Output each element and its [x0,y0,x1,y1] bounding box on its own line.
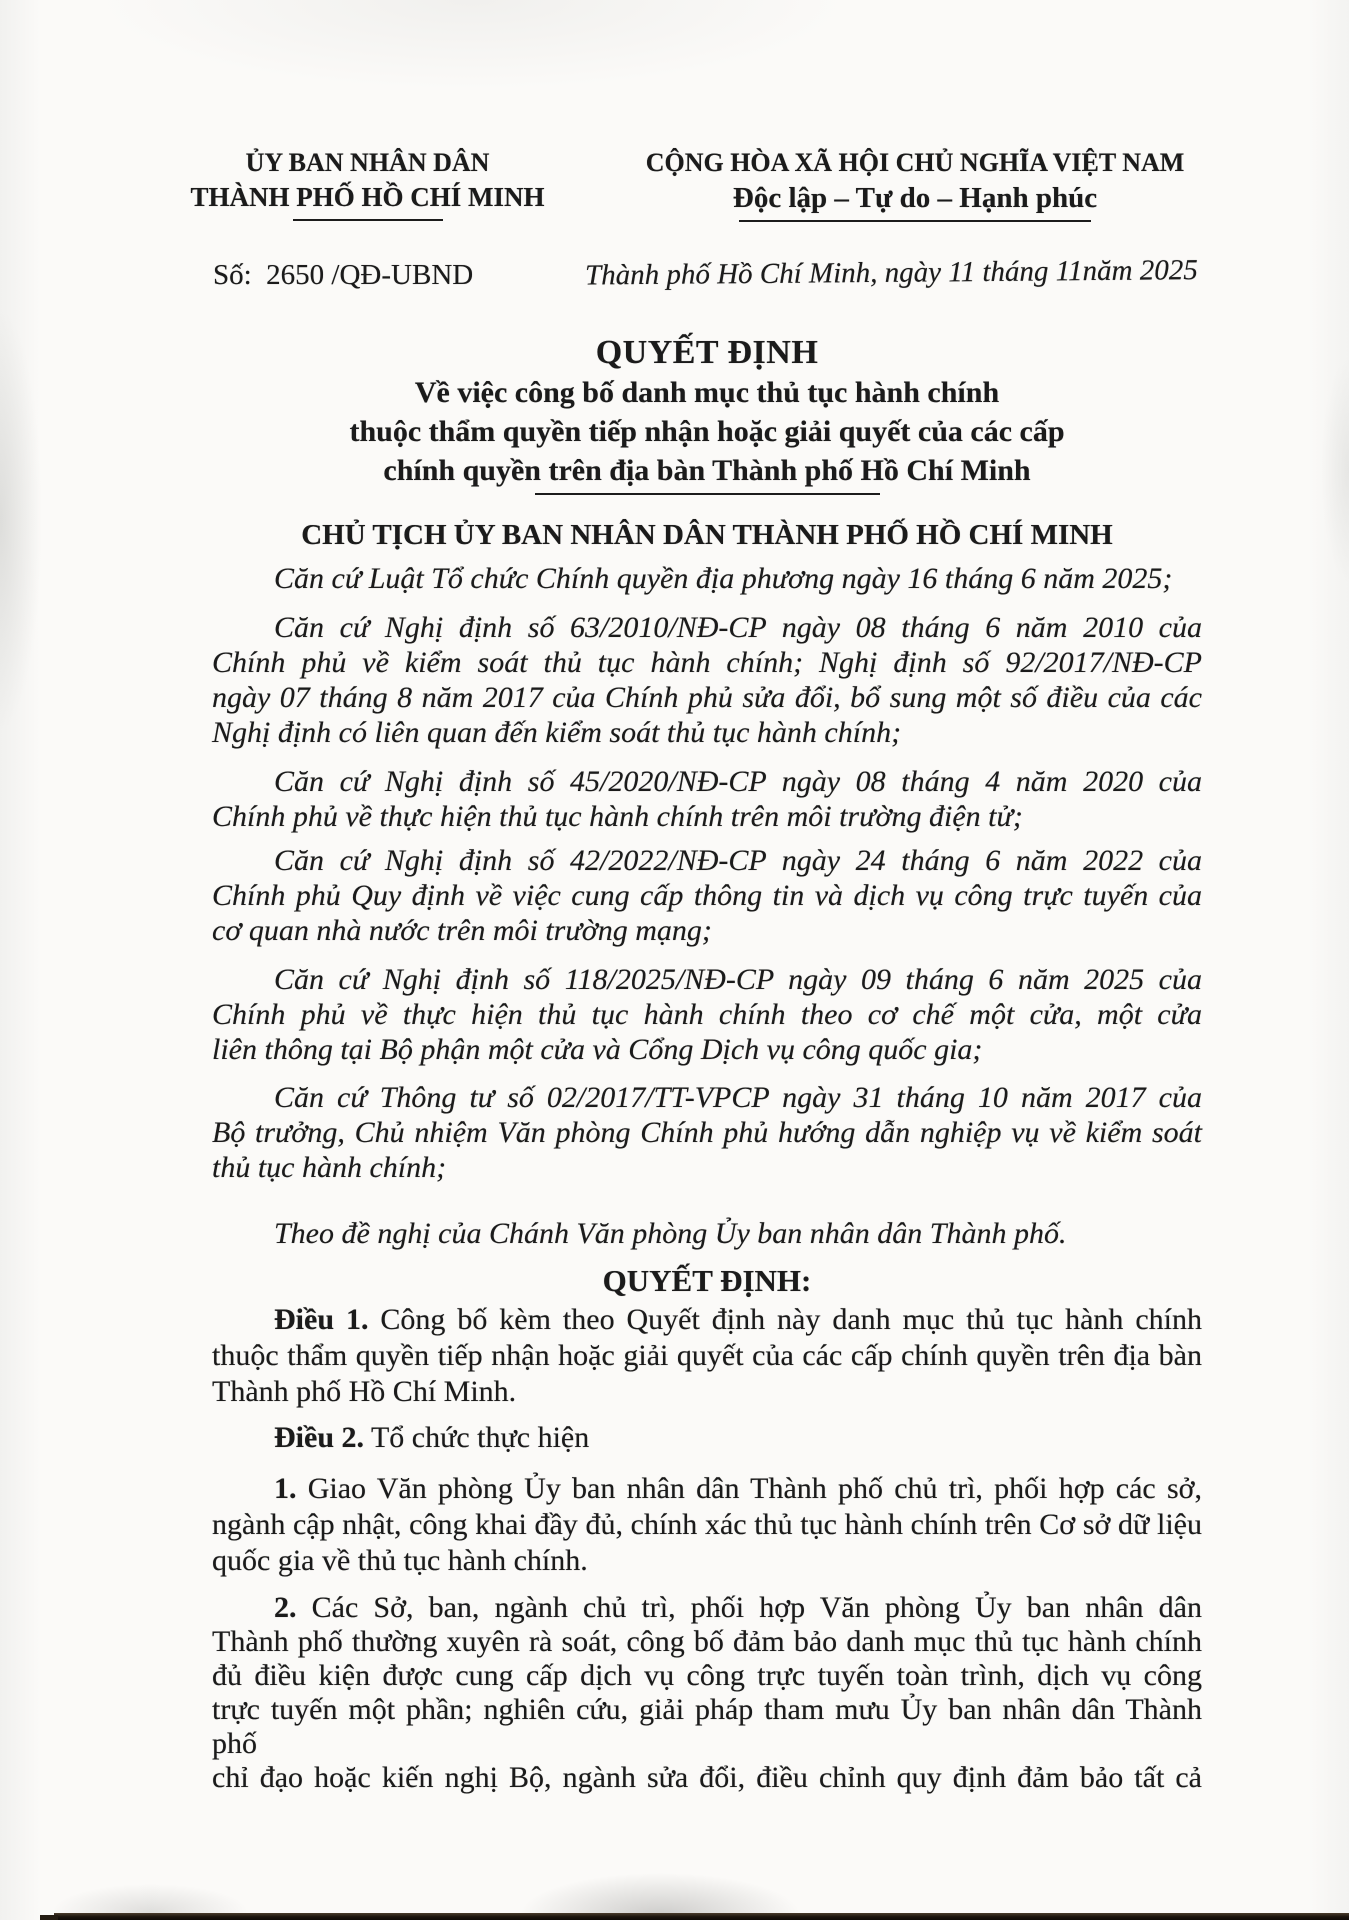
header-right-rule [739,220,1091,222]
national-header-block [630,146,1200,222]
article-line: ngành cập nhật, công khai đầy đủ, chính xác thủ tục hành chính trên Cơ sở dữ liệu [212,1508,1202,1541]
article-line: đủ điều kiện được cung cấp dịch vụ công trực tuyến toàn trình, dịch vụ công [212,1659,1202,1692]
document-title: QUYẾT ĐỊNH [595,334,819,371]
recital-paragraph [212,843,1202,948]
subtitle-line: chính quyền trên địa bàn Thành phố Hồ Chí Minh [383,454,1031,487]
recital-line: Theo đề nghị của Chánh Văn phòng Ủy ban nhân dân Thành phố. [274,1217,1067,1250]
issuing-authority-locality: THÀNH PHỐ HỒ CHÍ MINH [190,182,545,212]
title-rule [535,493,880,495]
recital-line: ngày 07 tháng 8 năm 2017 của Chính phủ sửa đổi, bổ sung một số điều của các [212,681,1202,714]
header-left-rule [293,219,443,221]
document-subtitle [212,373,1202,490]
place-and-date: Thành phố Hồ Chí Minh, ngày 11 tháng 11năm 2025 [584,254,1198,292]
scan-edge-band [54,1913,1349,1920]
recital-line: Căn cứ Nghị định số 42/2022/NĐ-CP ngày 24 tháng 6 năm 2022 của [274,844,1202,877]
recital-line: Căn cứ Nghị định số 63/2010/NĐ-CP ngày 08 tháng 6 năm 2010 của [274,611,1202,644]
article-line: Thành phố Hồ Chí Minh. [212,1375,517,1408]
article-2-heading [212,1420,1202,1456]
issuing-authority-block [170,146,565,221]
recital-line: Chính phủ về kiểm soát thủ tục hành chính; Nghị định số 92/2017/NĐ-CP [212,646,1202,679]
article-line: chỉ đạo hoặc kiến nghị Bộ, ngành sửa đổi, điều chỉnh quy định đảm bảo tất cả [212,1761,1202,1794]
decision-heading: QUYẾT ĐỊNH: [602,1263,812,1298]
recital-line: Chính phủ về thực hiện thủ tục hành chính trên môi trường điện tử; [212,800,1023,833]
article-line: quốc gia về thủ tục hành chính. [212,1544,588,1577]
recital-line: Nghị định có liên quan đến kiểm soát thủ tục hành chính; [212,716,902,749]
document-body [212,333,1202,1795]
recital-line: Căn cứ Nghị định số 118/2025/NĐ-CP ngày 09 tháng 6 năm 2025 của [274,963,1202,996]
subtitle-line: thuộc thẩm quyền tiếp nhận hoặc giải quyết của các cấp [349,415,1065,448]
article-line [212,1302,1202,1338]
national-name-line: CỘNG HÒA XÃ HỘI CHỦ NGHĨA VIỆT NAM [645,148,1185,177]
article-line-text: Giao Văn phòng Ủy ban nhân dân Thành phố chủ trì, phối hợp các sở, [296,1472,1202,1505]
article-line-text: Công bố kèm theo Quyết định này danh mục thủ tục hành chính [368,1303,1202,1336]
article-line [212,1591,1202,1625]
recital-line: Căn cứ Luật Tổ chức Chính quyền địa phương ngày 16 tháng 6 năm 2025; [274,562,1173,595]
issuing-authority-name: ỦY BAN NHÂN DÂN [245,148,490,177]
recital-line: Căn cứ Thông tư số 02/2017/TT-VPCP ngày 31 tháng 10 năm 2017 của [274,1081,1202,1114]
deciding-authority: CHỦ TỊCH ỦY BAN NHÂN DÂN THÀNH PHỐ HỒ CHÍ MINH [301,519,1113,551]
article-2-item-1 [212,1471,1202,1579]
recital-line: thủ tục hành chính; [212,1151,447,1184]
recital-line: Chính phủ Quy định về việc cung cấp thông tin và dịch vụ công trực tuyến của [212,879,1202,912]
article-line [212,1420,1202,1456]
recital-line: Bộ trưởng, Chủ nhiệm Văn phòng Chính phủ hướng dẫn nghiệp vụ về kiểm soát [212,1116,1202,1149]
item-1-label: 1. [274,1472,297,1505]
recital-line: cơ quan nhà nước trên môi trường mạng; [212,914,712,947]
recital-paragraph [212,610,1202,750]
item-2-label: 2. [274,1591,297,1624]
article-line [212,1471,1202,1507]
article-1-paragraph [212,1302,1202,1410]
article-1-label: Điều 1. [274,1303,369,1336]
national-motto-line: Độc lập – Tự do – Hạnh phúc [732,182,1098,214]
scan-edge-band-tip [40,1915,58,1920]
article-line: trực tuyến một phần; nghiên cứu, giải pháp tham mưu Ủy ban nhân dân Thành phố [212,1693,1202,1760]
recital-line: Căn cứ Nghị định số 45/2020/NĐ-CP ngày 08 tháng 4 năm 2020 của [274,765,1202,798]
subtitle-line: Về việc công bố danh mục thủ tục hành chính [414,376,1000,409]
recital-line: Chính phủ về thực hiện thủ tục hành chính theo cơ chế một cửa, một cửa [212,998,1202,1031]
proposal-paragraph [212,1216,1202,1251]
article-line-text: Các Sở, ban, ngành chủ trì, phối hợp Văn phòng Ủy ban nhân dân [296,1591,1202,1624]
article-line-text: Tổ chức thực hiện [364,1421,590,1454]
recital-paragraph [212,1080,1202,1185]
article-2-label: Điều 2. [274,1421,364,1454]
article-line: Thành phố thường xuyên rà soát, công bố đảm bảo danh mục thủ tục hành chính [212,1625,1202,1658]
recital-paragraph [212,962,1202,1067]
recital-paragraph [212,561,1202,596]
recital-paragraph [212,764,1202,834]
recital-line: liên thông tại Bộ phận một cửa và Cổng Dịch vụ công quốc gia; [212,1033,983,1066]
article-line: thuộc thẩm quyền tiếp nhận hoặc giải quyết của các cấp chính quyền trên địa bàn [212,1339,1202,1372]
article-2-item-2 [212,1591,1202,1795]
document-number: Số: 2650 /QĐ-UBND [213,259,474,291]
